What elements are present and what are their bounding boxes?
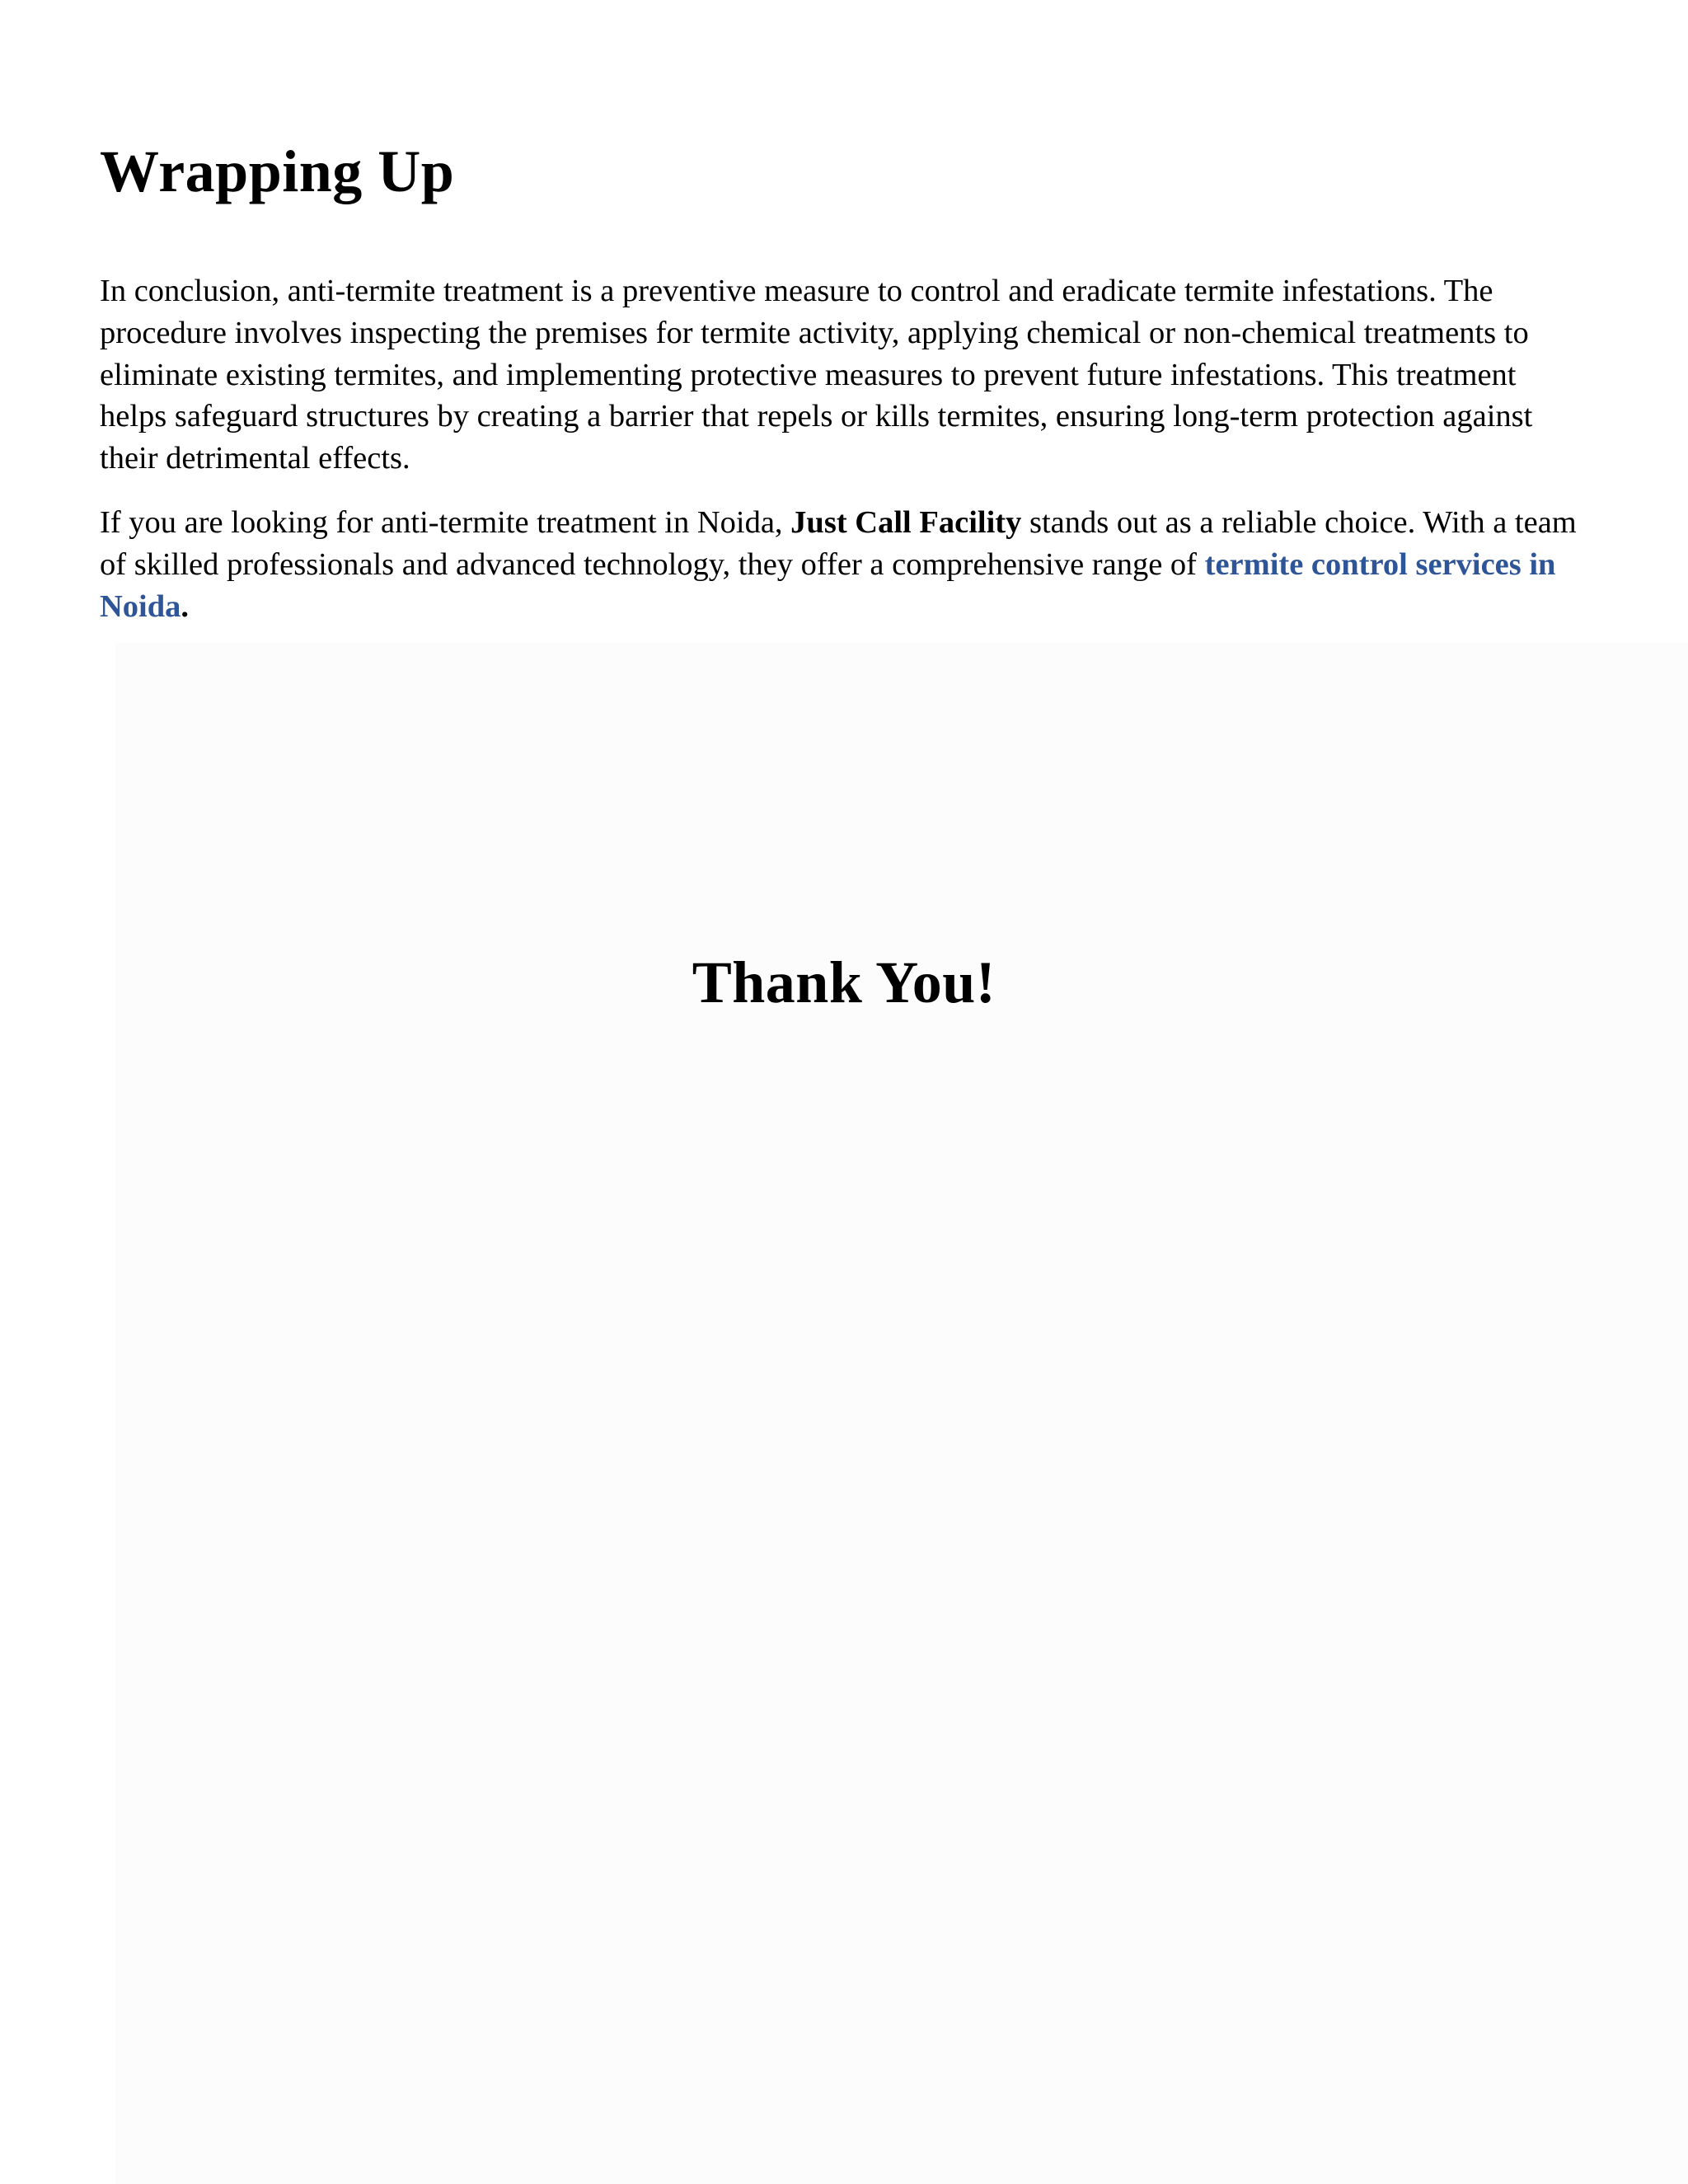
conclusion-paragraph: In conclusion, anti-termite treatment is a preventive measure to control and eradicate termite infestations. The procedure involves inspecting the premises for termite activity, applying chemical or non-chemical treatments to eliminate existing termites, and implementing protective measures to prevent future infestations. This treatment helps safeguard structures by creating a barrier that repels or kills termites, ensuring long-term protection against their detrimental effects.: [100, 274, 1533, 476]
paragraph-end: .: [181, 588, 190, 624]
thank-you-heading: Thank You!: [692, 949, 996, 1015]
company-name: Just Call Facility: [790, 505, 1022, 540]
recommendation-paragraph: [100, 502, 1583, 627]
section-heading: Wrapping Up: [100, 138, 455, 204]
paragraph-text: stands out as a reliable choice. With a team of skilled professionals and advanced technology, they offer a comprehensive range of: [100, 505, 1577, 582]
paragraph-text: If you are looking for anti-termite treatment in Noida,: [100, 505, 791, 540]
page-background: [115, 643, 1688, 2184]
termite-control-link[interactable]: termite control services in Noida: [100, 546, 1556, 624]
